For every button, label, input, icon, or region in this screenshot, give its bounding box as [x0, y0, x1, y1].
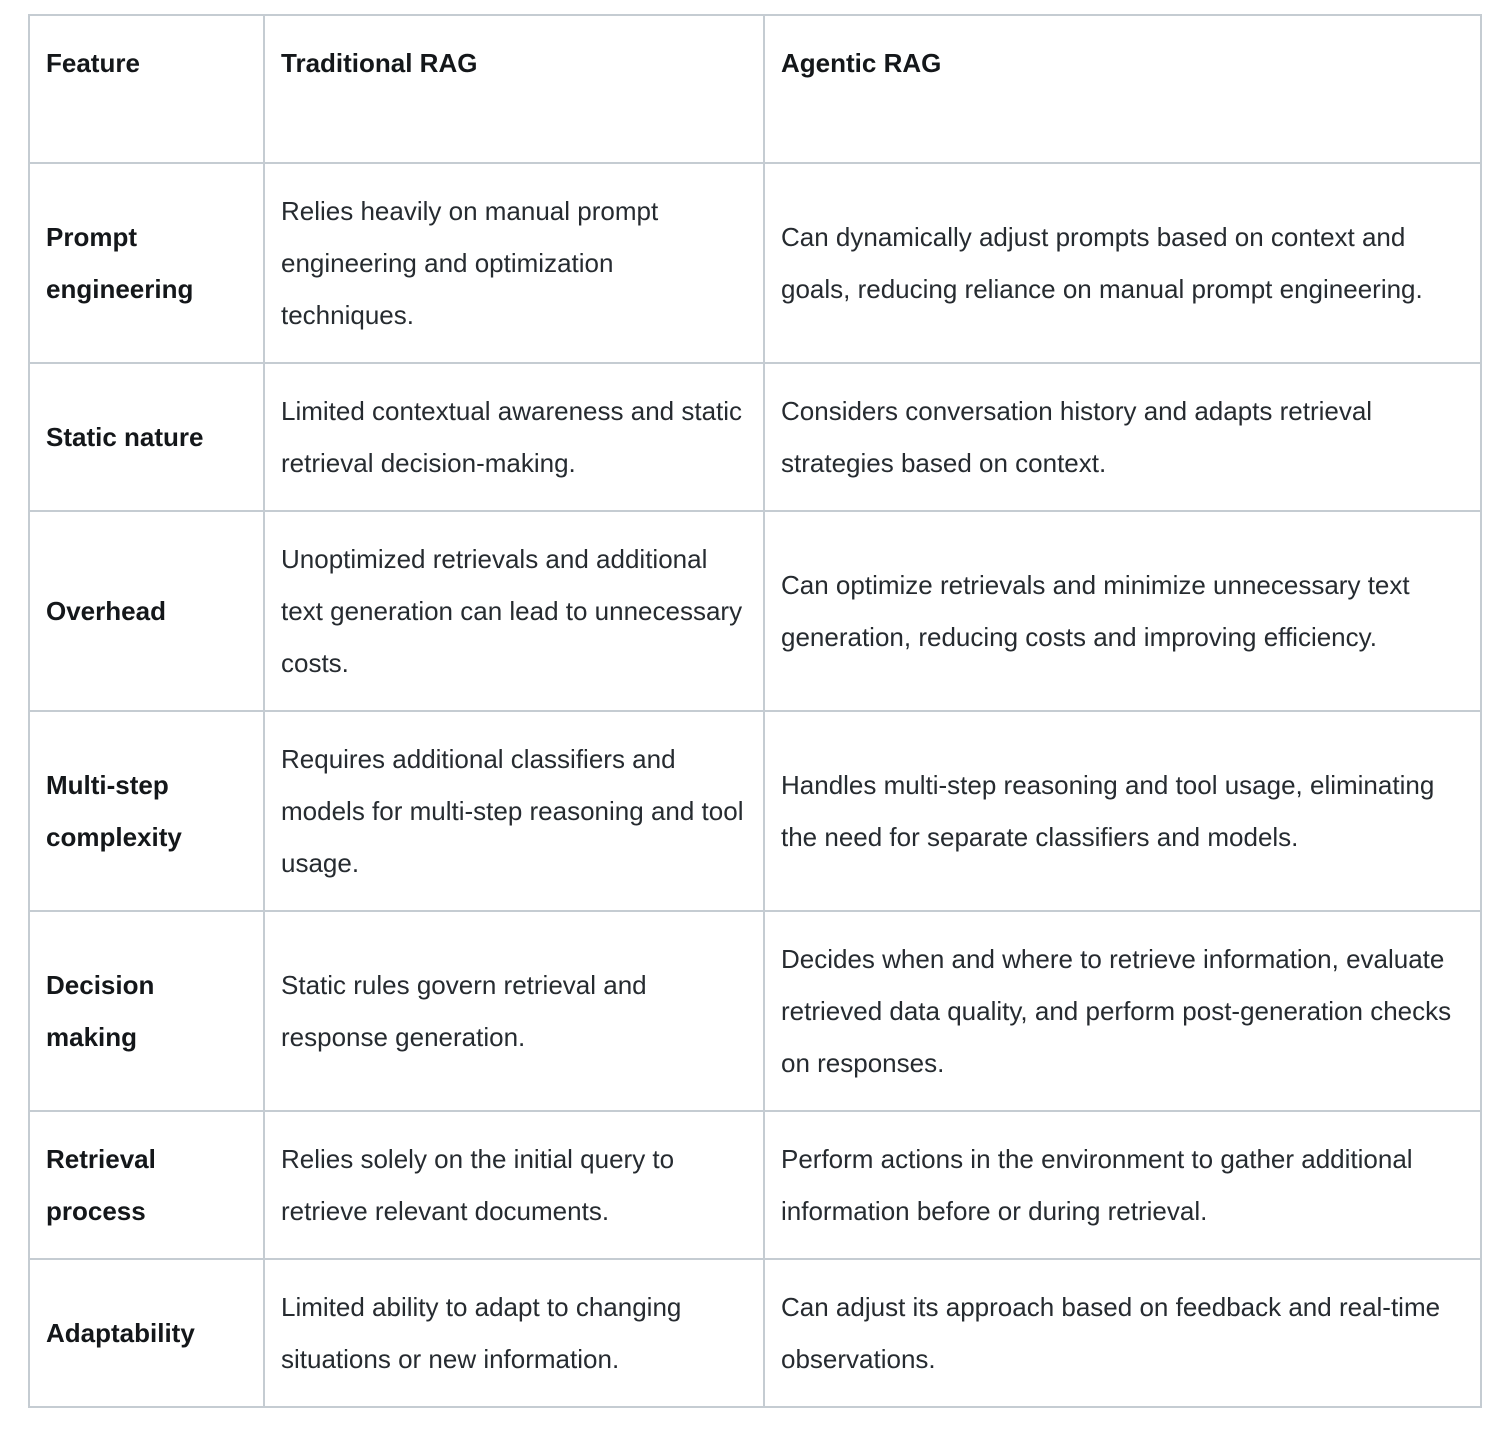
traditional-rag-cell: Relies heavily on manual prompt engineering and optimization techniques.	[264, 163, 764, 363]
table-row	[29, 163, 1481, 363]
table-row	[29, 1259, 1481, 1407]
traditional-rag-cell: Unoptimized retrievals and additional text generation can lead to unnecessary costs.	[264, 511, 764, 711]
traditional-rag-cell: Limited contextual awareness and static retrieval decision-making.	[264, 363, 764, 511]
feature-label: Retrieval process	[29, 1111, 264, 1259]
traditional-rag-cell: Requires additional classifiers and models for multi-step reasoning and tool usage.	[264, 711, 764, 911]
column-header-traditional-rag: Traditional RAG	[264, 15, 764, 163]
column-header-agentic-rag: Agentic RAG	[764, 15, 1481, 163]
feature-label: Prompt engineering	[29, 163, 264, 363]
agentic-rag-cell: Can optimize retrievals and minimize unnecessary text generation, reducing costs and improving efficiency.	[764, 511, 1481, 711]
table-row	[29, 511, 1481, 711]
agentic-rag-cell: Perform actions in the environment to gather additional information before or during retrieval.	[764, 1111, 1481, 1259]
feature-label: Adaptability	[29, 1259, 264, 1407]
feature-label: Decision making	[29, 911, 264, 1111]
traditional-rag-cell: Limited ability to adapt to changing situations or new information.	[264, 1259, 764, 1407]
table-header-row	[29, 15, 1481, 163]
feature-label: Multi-step complexity	[29, 711, 264, 911]
rag-comparison-table	[28, 14, 1482, 1408]
agentic-rag-cell: Can adjust its approach based on feedback and real-time observations.	[764, 1259, 1481, 1407]
agentic-rag-cell: Handles multi-step reasoning and tool usage, eliminating the need for separate classifiers and models.	[764, 711, 1481, 911]
traditional-rag-cell: Relies solely on the initial query to retrieve relevant documents.	[264, 1111, 764, 1259]
traditional-rag-cell: Static rules govern retrieval and response generation.	[264, 911, 764, 1111]
column-header-feature: Feature	[29, 15, 264, 163]
table-row	[29, 711, 1481, 911]
agentic-rag-cell: Decides when and where to retrieve information, evaluate retrieved data quality, and perform post-generation checks on responses.	[764, 911, 1481, 1111]
table-row	[29, 911, 1481, 1111]
feature-label: Static nature	[29, 363, 264, 511]
feature-label: Overhead	[29, 511, 264, 711]
agentic-rag-cell: Considers conversation history and adapts retrieval strategies based on context.	[764, 363, 1481, 511]
table-row	[29, 1111, 1481, 1259]
agentic-rag-cell: Can dynamically adjust prompts based on context and goals, reducing reliance on manual prompt engineering.	[764, 163, 1481, 363]
table-row	[29, 363, 1481, 511]
